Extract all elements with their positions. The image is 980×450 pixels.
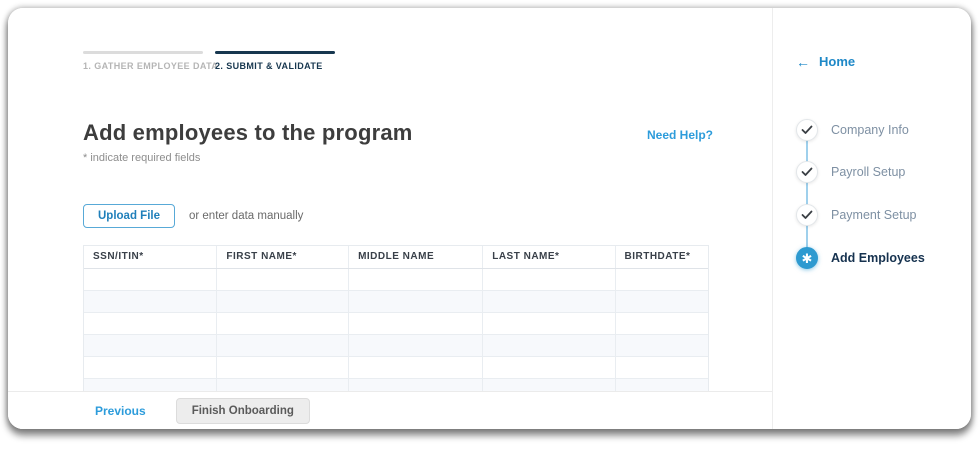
table-cell[interactable] [84, 290, 217, 312]
column-header-birthdate: BIRTHDATE* [615, 246, 708, 268]
check-icon [796, 161, 818, 183]
page-title: Add employees to the program [83, 120, 413, 145]
tab-label: 1. GATHER EMPLOYEE DATA [83, 61, 219, 71]
manual-entry-hint: or enter data manually [188, 210, 304, 222]
sidebar-step-label: Payment Setup [831, 208, 917, 222]
column-header-last-name: LAST NAME* [483, 246, 615, 268]
page-header [83, 120, 713, 164]
previous-link[interactable]: Previous [95, 403, 146, 418]
step-connector-line [806, 130, 808, 258]
table-cell[interactable] [483, 290, 615, 312]
finish-onboarding-button[interactable]: Finish Onboarding [176, 398, 310, 424]
check-icon [796, 119, 818, 141]
tab-submit-validate[interactable] [215, 51, 335, 71]
table-cell[interactable] [84, 312, 217, 334]
sidebar-step-payroll-setup[interactable] [796, 161, 905, 183]
table-row [84, 334, 708, 356]
back-arrow-icon: ← [796, 53, 810, 70]
onboarding-card [8, 8, 971, 429]
table-cell[interactable] [483, 268, 615, 290]
tab-label: 2. SUBMIT & VALIDATE [215, 61, 323, 71]
home-link[interactable] [796, 54, 855, 69]
sidebar-step-label: Payroll Setup [831, 165, 906, 179]
table-cell[interactable] [349, 334, 483, 356]
table-cell[interactable] [84, 356, 217, 378]
table-cell[interactable] [84, 334, 217, 356]
employee-table [83, 245, 709, 392]
table-cell[interactable] [483, 356, 615, 378]
table-row [84, 290, 708, 312]
upload-row [83, 204, 303, 228]
table-cell[interactable] [349, 268, 483, 290]
table-cell[interactable] [84, 268, 217, 290]
table-cell[interactable] [349, 290, 483, 312]
required-fields-note: * indicate required fields [83, 152, 201, 164]
table-cell[interactable] [217, 356, 349, 378]
sidebar-step-label: Add Employees [831, 251, 925, 265]
table-cell[interactable] [615, 290, 708, 312]
need-help-link[interactable]: Need Help? [646, 128, 713, 142]
table-row [84, 268, 708, 290]
table-cell[interactable] [217, 378, 349, 392]
table-cell[interactable] [483, 334, 615, 356]
table-header-row [84, 246, 708, 268]
table-cell[interactable] [615, 378, 708, 392]
table-cell[interactable] [217, 312, 349, 334]
progress-sidebar [772, 8, 971, 429]
table-cell[interactable] [615, 334, 708, 356]
table-cell[interactable] [217, 268, 349, 290]
table-cell[interactable] [217, 334, 349, 356]
column-header-ssn: SSN/ITIN* [84, 246, 217, 268]
sidebar-step-payment-setup[interactable] [796, 204, 916, 226]
sidebar-step-company-info[interactable] [796, 119, 909, 141]
table-row [84, 356, 708, 378]
tab-gather-employee-data[interactable] [83, 51, 219, 71]
table-cell[interactable] [615, 312, 708, 334]
main-panel [8, 8, 772, 429]
column-header-first-name: FIRST NAME* [217, 246, 349, 268]
top-stepper [83, 51, 335, 71]
upload-file-button[interactable]: Upload File [83, 204, 175, 228]
asterisk-icon: ✱ [796, 247, 818, 269]
check-icon [796, 204, 818, 226]
table-cell[interactable] [349, 356, 483, 378]
table-cell[interactable] [483, 312, 615, 334]
footer-bar [8, 391, 772, 429]
tab-progress-bar [215, 51, 335, 54]
tab-progress-bar [83, 51, 203, 54]
table-cell[interactable] [217, 290, 349, 312]
column-header-middle-name: MIDDLE NAME [349, 246, 483, 268]
table-row [84, 312, 708, 334]
table-cell[interactable] [615, 268, 708, 290]
table-row [84, 378, 708, 392]
table-cell[interactable] [84, 378, 217, 392]
table-cell[interactable] [483, 378, 615, 392]
table-cell[interactable] [349, 378, 483, 392]
sidebar-step-add-employees[interactable] [796, 247, 925, 269]
table-cell[interactable] [615, 356, 708, 378]
home-link-label: Home [819, 54, 856, 69]
sidebar-step-label: Company Info [831, 123, 909, 137]
table-cell[interactable] [349, 312, 483, 334]
